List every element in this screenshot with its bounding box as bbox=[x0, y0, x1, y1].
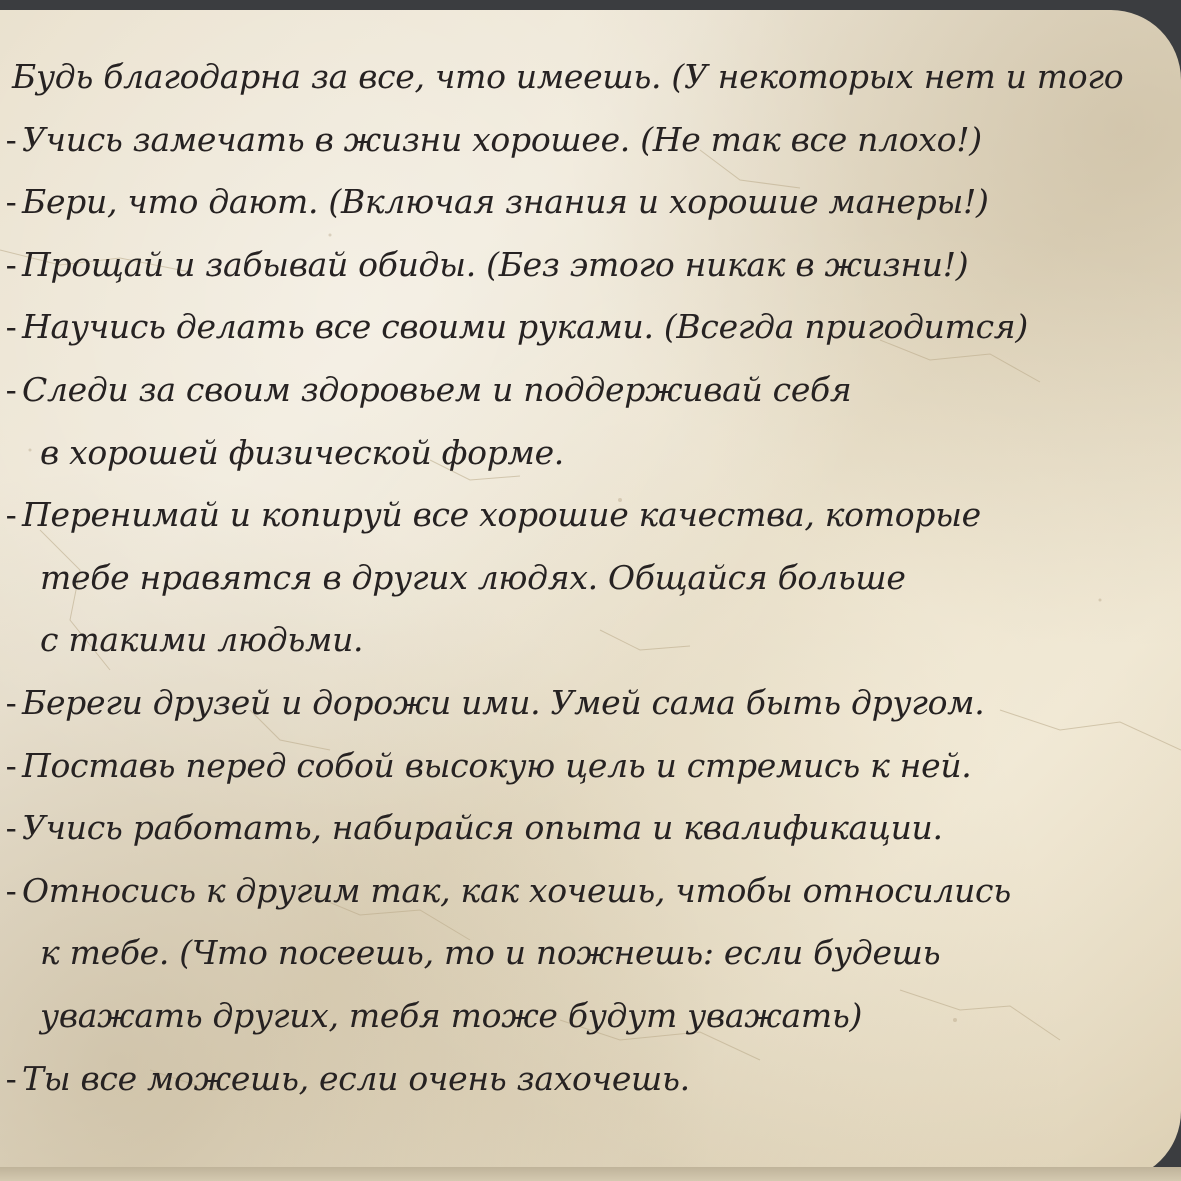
bullet-dash: - bbox=[5, 182, 17, 222]
line-text: Поставь перед собой высокую цель и стремись к ней. bbox=[22, 745, 972, 785]
bullet-dash: - bbox=[5, 808, 17, 848]
list-item bbox=[0, 672, 1181, 735]
line-text: с такими людьми. bbox=[40, 620, 364, 660]
parchment-background bbox=[0, 10, 1181, 1181]
list-item bbox=[0, 109, 1181, 172]
list-item bbox=[0, 735, 1181, 798]
bullet-dash: - bbox=[5, 870, 17, 910]
list-item bbox=[0, 296, 1181, 359]
line-text: Прощай и забывай обиды. (Без этого никак в жизни!) bbox=[22, 244, 969, 284]
line-text: Ты все можешь, если очень захочешь. bbox=[22, 1058, 690, 1098]
bullet-dash: - bbox=[5, 369, 17, 409]
bullet-dash: - bbox=[5, 119, 17, 159]
intro-line bbox=[0, 46, 1181, 109]
line-text: Следи за своим здоровьем и поддерживай себя bbox=[22, 369, 852, 409]
line-text: Будь благодарна за все, что имеешь. (У некоторых нет и того bbox=[12, 57, 1124, 96]
line-text: Относись к другим так, как хочешь, чтобы относились bbox=[22, 870, 1011, 910]
list-item bbox=[0, 484, 1181, 547]
bullet-dash: - bbox=[5, 745, 17, 785]
bullet-dash: - bbox=[5, 307, 17, 347]
line-text: Перенимай и копируй все хорошие качества, которые bbox=[22, 495, 981, 535]
advice-list bbox=[0, 46, 1181, 1110]
bullet-dash: - bbox=[5, 244, 17, 284]
list-item-continuation bbox=[0, 609, 1181, 672]
list-item bbox=[0, 359, 1181, 422]
line-text: уважать других, тебя тоже будут уважать) bbox=[40, 995, 863, 1035]
list-item bbox=[0, 1048, 1181, 1111]
list-item-continuation bbox=[0, 422, 1181, 485]
line-text: Научись делать все своими руками. (Всегда пригодится) bbox=[22, 307, 1028, 347]
list-item bbox=[0, 234, 1181, 297]
line-text: к тебе. (Что посеешь, то и пожнешь: если будешь bbox=[40, 933, 941, 973]
list-item bbox=[0, 860, 1181, 923]
list-item-continuation bbox=[0, 547, 1181, 610]
list-item bbox=[0, 797, 1181, 860]
line-text: Учись замечать в жизни хорошее. (Не так все плохо!) bbox=[22, 119, 982, 159]
bullet-dash: - bbox=[5, 495, 17, 535]
line-text: тебе нравятся в других людях. Общайся больше bbox=[40, 557, 906, 597]
line-text: Учись работать, набирайся опыта и квалификации. bbox=[22, 808, 943, 848]
list-item-continuation bbox=[0, 985, 1181, 1048]
bottom-border bbox=[0, 1167, 1181, 1181]
bullet-dash: - bbox=[5, 682, 17, 722]
list-item bbox=[0, 171, 1181, 234]
line-text: Бери, что дают. (Включая знания и хорошие манеры!) bbox=[22, 182, 989, 222]
bullet-dash: - bbox=[5, 1058, 17, 1098]
line-text: в хорошей физической форме. bbox=[40, 432, 564, 472]
list-item-continuation bbox=[0, 922, 1181, 985]
line-text: Береги друзей и дорожи ими. Умей сама быть другом. bbox=[22, 682, 985, 722]
